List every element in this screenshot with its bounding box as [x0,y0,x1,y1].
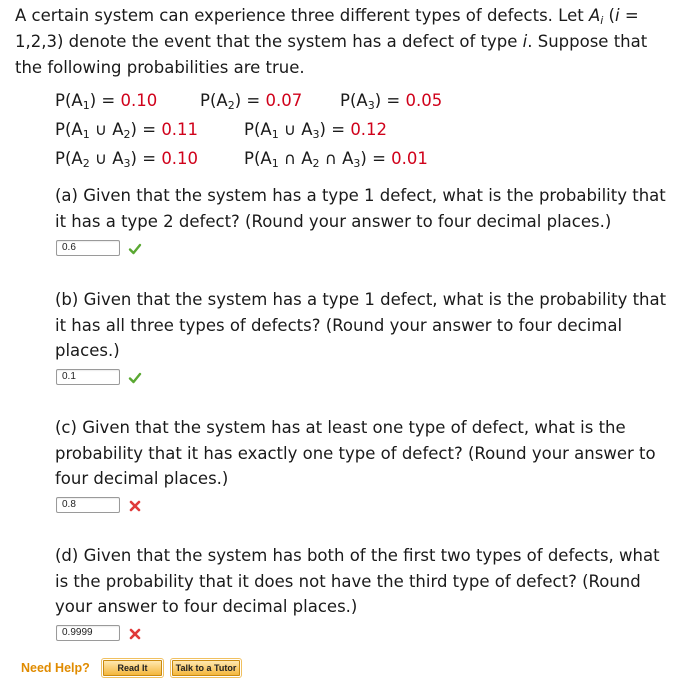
prob-a2: $P(A_2) = 0.07$ [200,91,303,112]
prob-a1-union-a3: $P(A_1$ ∪ $A_3) = 0.12$ [244,120,388,141]
prob-value: 0.10 [161,149,199,168]
question-b-text: (b) Given that the system has a type 1 defect, what is the probability that it has all three types of defects? (Round your answer to four decimal places.) [55,290,667,360]
intro-text: ( [603,6,615,25]
prob-all-three-intersection: $P(A_1$ ∩ $A_2$ ∩ $A_3) = 0.01$ [244,149,428,170]
prob-a1-union-a2: $P(A_1$ ∪ $A_2) = 0.11$ [55,120,199,141]
incorrect-x-icon [128,627,142,641]
answer-input-c[interactable] [56,497,120,513]
event-subscript: i [600,14,604,27]
correct-check-icon [128,242,142,256]
prob-value: 0.12 [350,120,388,139]
prob-a2-union-a3: $P(A_2$ ∪ $A_3) = 0.10$ [55,149,199,170]
intro-text: A certain system can experience three different types of defects. Let [15,6,589,25]
problem-intro [15,3,670,81]
prob-value: 0.05 [405,91,443,110]
question-c-text: (c) Given that the system has at least one type of defect, what is the probability that it has exactly one type of defect? (Round your answer to four decimal places.) [55,418,656,488]
event-symbol: A [588,6,601,25]
need-help-label: Need Help? [21,661,90,675]
index-variable: i [614,6,620,25]
type-variable: i [522,32,528,51]
prob-value: 0.07 [265,91,303,110]
prob-value: 0.10 [120,91,158,110]
prob-value: 0.01 [391,149,428,168]
question-a-text: (a) Given that the system has a type 1 defect, what is the probability that it has a type 2 defect? (Round your answer to four decimal places.) [55,186,666,231]
prob-a3: $P(A_3) = 0.05$ [340,91,443,112]
intro-text: = 1,2,3) denote the event that the system has a defect of type [15,6,639,51]
answer-input-a[interactable] [56,240,120,256]
prob-value: 0.11 [161,120,199,139]
incorrect-x-icon [128,499,142,513]
answer-input-b[interactable] [56,369,120,385]
question-d-text: (d) Given that the system has both of the first two types of defects, what is the probability that it does not have the third type of defect? (Round your answer to four decimal places.) [55,546,660,616]
prob-a1: $P(A_1) = 0.10$ [55,91,158,112]
read-it-button[interactable]: Read It [103,660,162,676]
correct-check-icon [128,371,142,385]
talk-to-tutor-button[interactable]: Talk to a Tutor [172,660,240,676]
answer-input-d[interactable] [56,625,120,641]
intro-text: . Suppose that the following probabilities are true. [15,32,648,77]
